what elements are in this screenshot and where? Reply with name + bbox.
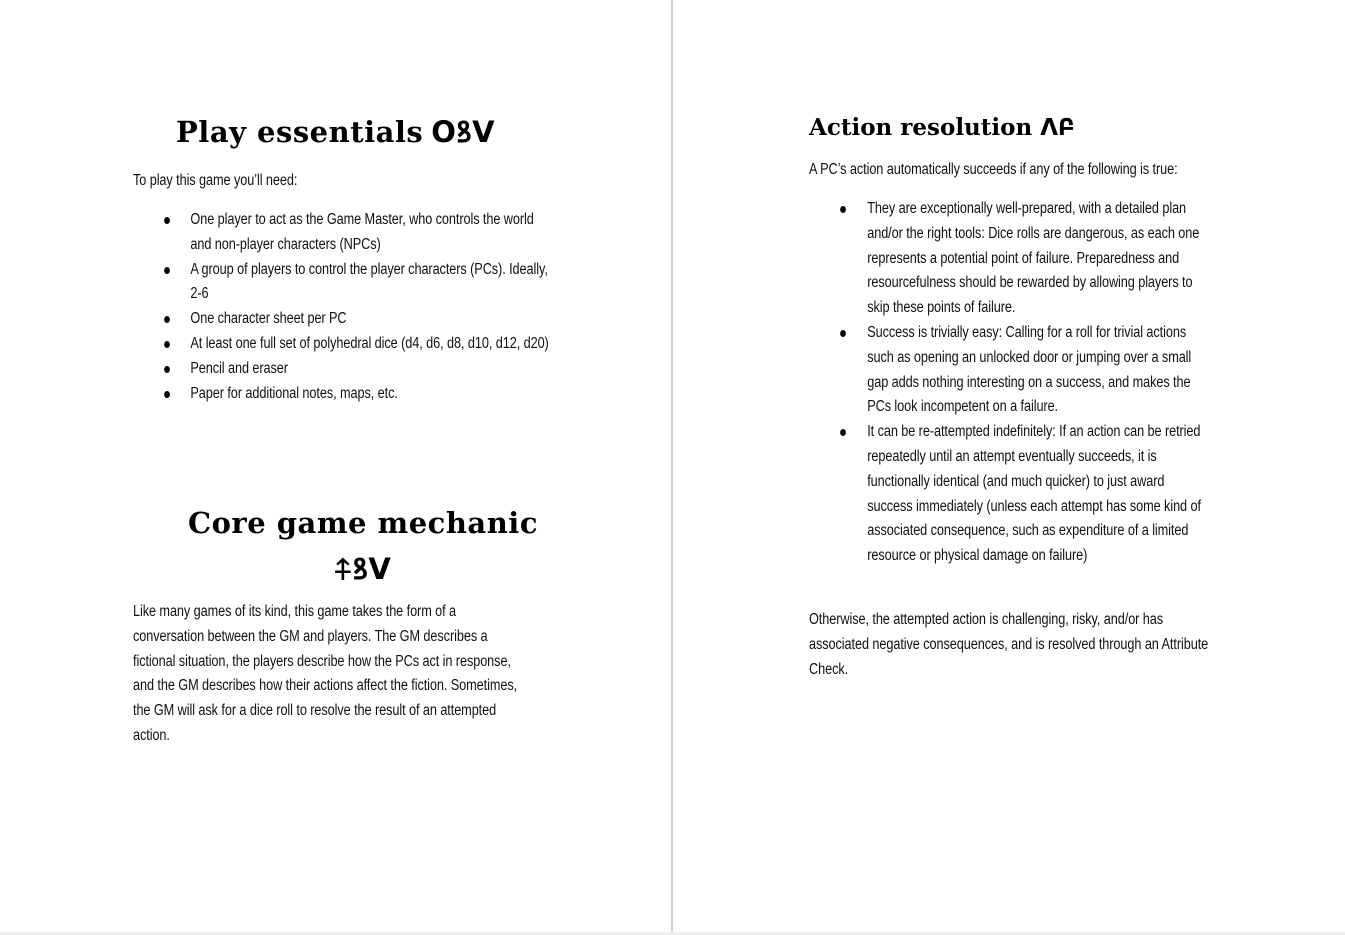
bullet-icon: [164, 391, 170, 398]
list-item-text: They are exceptionally well-prepared, with a detailed plan and/or the right tools: Dice rolls are dangerous, as each one represents a potential point of failure. Preparedness and resourcefulness should be rewarded by allowing players to skip these points of failure.: [867, 200, 1200, 317]
heading-glyphs: ⍏ꝸV: [334, 552, 392, 586]
action-resolution-list: [809, 197, 1211, 569]
list-item: [133, 357, 551, 382]
list-item: [809, 420, 1211, 569]
bullet-icon: [164, 267, 170, 274]
heading-text: Core game mechanic: [188, 506, 538, 540]
list-item-text: Paper for additional notes, maps, etc.: [190, 384, 398, 402]
list-item: [133, 208, 551, 258]
list-item: [133, 307, 551, 332]
list-item: [133, 332, 551, 357]
heading-core-game-mechanic: [133, 500, 593, 592]
heading-play-essentials: [176, 112, 506, 152]
bullet-icon: [840, 206, 846, 213]
bullet-icon: [164, 217, 170, 224]
heading-action-resolution: [809, 112, 1229, 144]
list-item-text: A group of players to control the player characters (PCs). Ideally, 2-6: [190, 260, 548, 303]
list-item-text: At least one full set of polyhedral dice (d4, d6, d8, d10, d12, d20): [190, 334, 549, 352]
list-item-text: Success is trivially easy: Calling for a roll for trivial actions such as opening an unlocked door or jumping over a small gap adds nothing interesting on a success, and makes the PCs look incompetent on a failure.: [867, 323, 1192, 416]
bullet-icon: [840, 330, 846, 337]
list-item: [809, 321, 1211, 420]
action-resolution-closing: Otherwise, the attempted action is challenging, risky, and/or has associated negative consequences, and is resolved through an Attribute Check.: [809, 611, 1209, 678]
play-essentials-intro: To play this game you’ll need:: [133, 172, 298, 189]
list-item: [133, 258, 551, 308]
list-item-text: It can be re-attempted indefinitely: If an action can be retried repeatedly until an attempt eventually succeeds, it is functionally identical (and much quicker) to just award success immediately (unless each attempt has some kind of associated consequence, such as expenditure of a limited resource or physical damage on failure): [867, 423, 1201, 565]
heading-glyphs: ΛԲ: [1040, 115, 1075, 141]
play-essentials-list: [133, 208, 551, 406]
list-item-text: Pencil and eraser: [190, 359, 288, 377]
bullet-icon: [164, 316, 170, 323]
heading-text: Play essentials: [176, 115, 424, 149]
list-item: [809, 197, 1211, 321]
bullet-icon: [164, 341, 170, 348]
heading-glyphs: ОꝸV: [431, 115, 496, 149]
list-item-text: One player to act as the Game Master, who controls the world and non-player characters (NPCs): [190, 211, 534, 253]
heading-text: Action resolution: [809, 114, 1033, 141]
list-item-text: One character sheet per PC: [190, 310, 347, 328]
bullet-icon: [164, 366, 170, 373]
action-resolution-intro: A PC’s action automatically succeeds if any of the following is true:: [809, 161, 1178, 178]
list-item: [133, 382, 551, 407]
bullet-icon: [840, 429, 846, 436]
core-mechanic-paragraph: Like many games of its kind, this game takes the form of a conversation between the GM and players. The GM describes a fictional situation, the players describe how the PCs act in response, and the GM describes how their actions affect the fiction. Sometimes, the GM will ask for a dice roll to resolve the result of an attempted action.: [133, 603, 518, 744]
